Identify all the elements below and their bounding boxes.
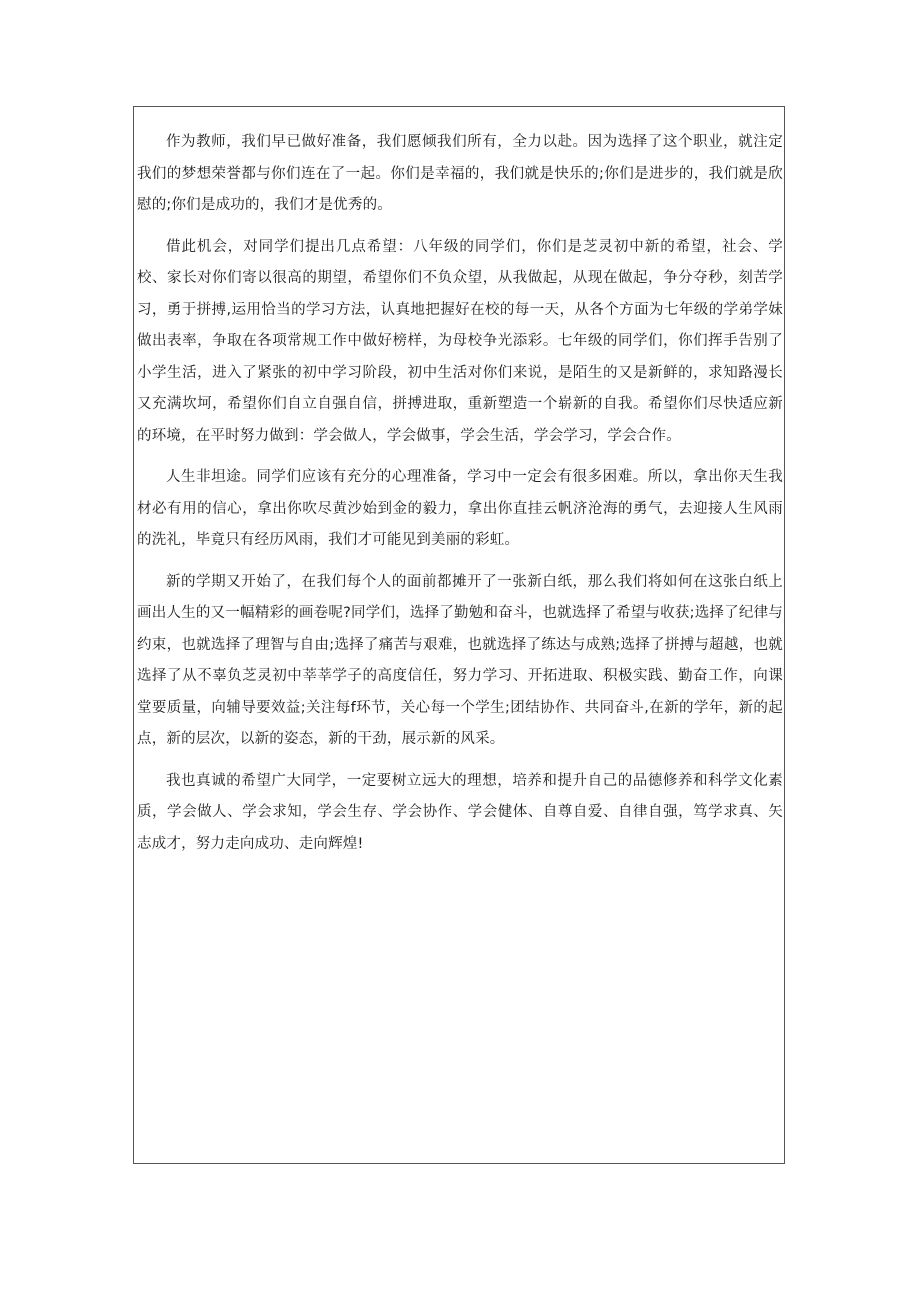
paragraph-1: 作为教师，我们早已做好准备，我们愿倾我们所有，全力以赴。因为选择了这个职业，就注定我们的梦想荣誉都与你们连在了一起。你们是幸福的，我们就是快乐的;你们是进步的，我们就是欣慰的;你们是成功的，我们才是优秀的。 bbox=[137, 134, 783, 213]
paragraph-5: 我也真诚的希望广大同学，一定要树立远大的理想，培养和提升自己的品德修养和科学文化素质，学会做人、学会求知，学会生存、学会协作、学会健体、自尊自爱、自律自强，笃学求真、矢志成才，努力走向成功、走向辉煌! bbox=[137, 772, 783, 852]
document-frame bbox=[133, 106, 785, 1164]
document-body bbox=[137, 127, 783, 870]
paragraph-3: 人生非坦途。同学们应该有充分的心理准备，学习中一定会有很多困难。所以，拿出你天生我材必有用的信心，拿出你吹尽黄沙始到金的毅力，拿出你直挂云帆济沧海的勇气，去迎接人生风雨的洗礼，毕竟只有经历风雨，我们才可能见到美丽的彩虹。 bbox=[137, 469, 783, 548]
paragraph-4: 新的学期又开始了，在我们每个人的面前都摊开了一张新白纸，那么我们将如何在这张白纸上画出人生的又一幅精彩的画卷呢?同学们，选择了勤勉和奋斗，也就选择了希望与收获;选择了纪律与约束，也就选择了理智与自由;选择了痛苦与艰难，也就选择了练达与成熟;选择了拼搏与超越，也就选择了从不辜负芝灵初中莘莘学子的高度信任，努力学习、开拓进取、积极实践、勤奋工作，向课堂要质量，向辅导要效益;关注每f环节，关心每一个学生;团结协作、共同奋斗,在新的学年，新的起点，新的层次，以新的姿态，新的干劲，展示新的风采。 bbox=[137, 573, 783, 747]
paragraph-2: 借此机会，对同学们提出几点希望：八年级的同学们，你们是芝灵初中新的希望，社会、学校、家长对你们寄以很高的期望，希望你们不负众望，从我做起，从现在做起，争分夺秒，刻苦学习，勇于拼搏,运用恰当的学习方法，认真地把握好在校的每一天，从各个方面为七年级的学弟学妹做出表率，争取在各项常规工作中做好榜样，为母校争光添彩。七年级的同学们，你们挥手告别了小学生活，进入了紧张的初中学习阶段，初中生活对你们来说，是陌生的又是新鲜的，求知路漫长又充满坎坷，希望你们自立自强自信，拼搏进取，重新塑造一个崭新的自我。希望你们尽快适应新的环境，在平时努力做到：学会做人，学会做事，学会生活，学会学习，学会合作。 bbox=[137, 238, 783, 444]
